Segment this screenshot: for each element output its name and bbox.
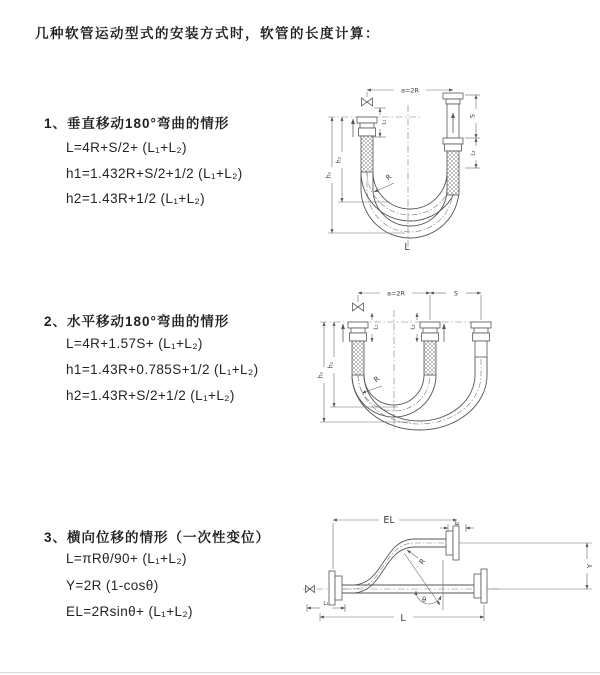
diagram-horizontal-move-180-bend [310, 280, 600, 460]
section-2-heading: 2、水平移动180°弯曲的情形 [44, 314, 230, 329]
formula-length: L=4R+S/2+ (L₁+L₂) [66, 140, 187, 155]
formula-h1: h1=1.43R+0.785S+1/2 (L₁+L₂) [66, 362, 259, 377]
radius-label: R [372, 374, 382, 385]
section-3-heading: 3、横向位移的情形（一次性变位） [44, 530, 271, 545]
page-bottom-edge [0, 672, 600, 673]
dim-y-label: Y [586, 563, 594, 569]
radius-label: R [384, 172, 394, 183]
dim-l1-label: L₁ [323, 601, 329, 607]
dim-stroke-label: S [453, 289, 459, 298]
formula-h1: h1=1.432R+S/2+1/2 (L₁+L₂) [66, 166, 243, 181]
diagram-vertical-move-180-bend [310, 75, 600, 260]
right-flange-displaced [471, 322, 491, 357]
formula-h2: h2=1.43R+S/2+1/2 (L₁+L₂) [66, 388, 235, 403]
section-1-heading: 1、垂直移动180°弯曲的情形 [44, 116, 230, 131]
hose-drawing [361, 170, 459, 238]
diagram-lateral-displacement [300, 505, 600, 650]
left-flange [357, 117, 377, 172]
dim-span-label: a=2R [400, 86, 420, 95]
right-flange-original [474, 569, 487, 603]
dim-el-label: EL [383, 515, 395, 526]
length-label: L [404, 242, 410, 253]
hose-drawing [352, 357, 487, 430]
page-title: 几种软管运动型式的安装方式时，软管的长度计算： [35, 26, 380, 41]
dim-l2-label: L₂ [410, 324, 417, 330]
middle-flange [420, 322, 440, 375]
dim-span-label: a=2R [386, 289, 406, 298]
length-label: L [400, 613, 406, 624]
left-flange [348, 322, 368, 375]
dim-h1-label: h₁ [317, 371, 325, 379]
centerlines [317, 310, 492, 432]
dim-stroke-label: S [468, 113, 477, 119]
dimensions [318, 290, 482, 423]
formula-el: EL=2Rsinθ+ (L₁+L₂) [66, 604, 193, 619]
dim-l2-label: L₂ [454, 521, 460, 527]
angle-label: θ [422, 596, 427, 604]
formula-length: L=4R+1.57S+ (L₁+L₂) [66, 336, 203, 351]
fixed-end-symbol [353, 303, 364, 311]
formula-y: Y=2R (1-cosθ) [66, 578, 159, 593]
dim-l2-label: L₂ [470, 150, 477, 156]
left-flange [329, 571, 342, 605]
dim-h2-label: h₂ [327, 361, 335, 369]
dim-l1-label: L₁ [373, 324, 380, 330]
radius-label: R [417, 557, 428, 567]
dim-h1-label: h₁ [325, 171, 333, 179]
dim-l1-label: L₁ [381, 119, 388, 125]
formula-h2: h2=1.43R+1/2 (L₁+L₂) [66, 191, 206, 206]
formula-length: L=πRθ/90+ (L₁+L₂) [66, 551, 187, 566]
dim-h2-label: h₂ [335, 156, 343, 164]
fixed-end-symbol [362, 98, 373, 106]
